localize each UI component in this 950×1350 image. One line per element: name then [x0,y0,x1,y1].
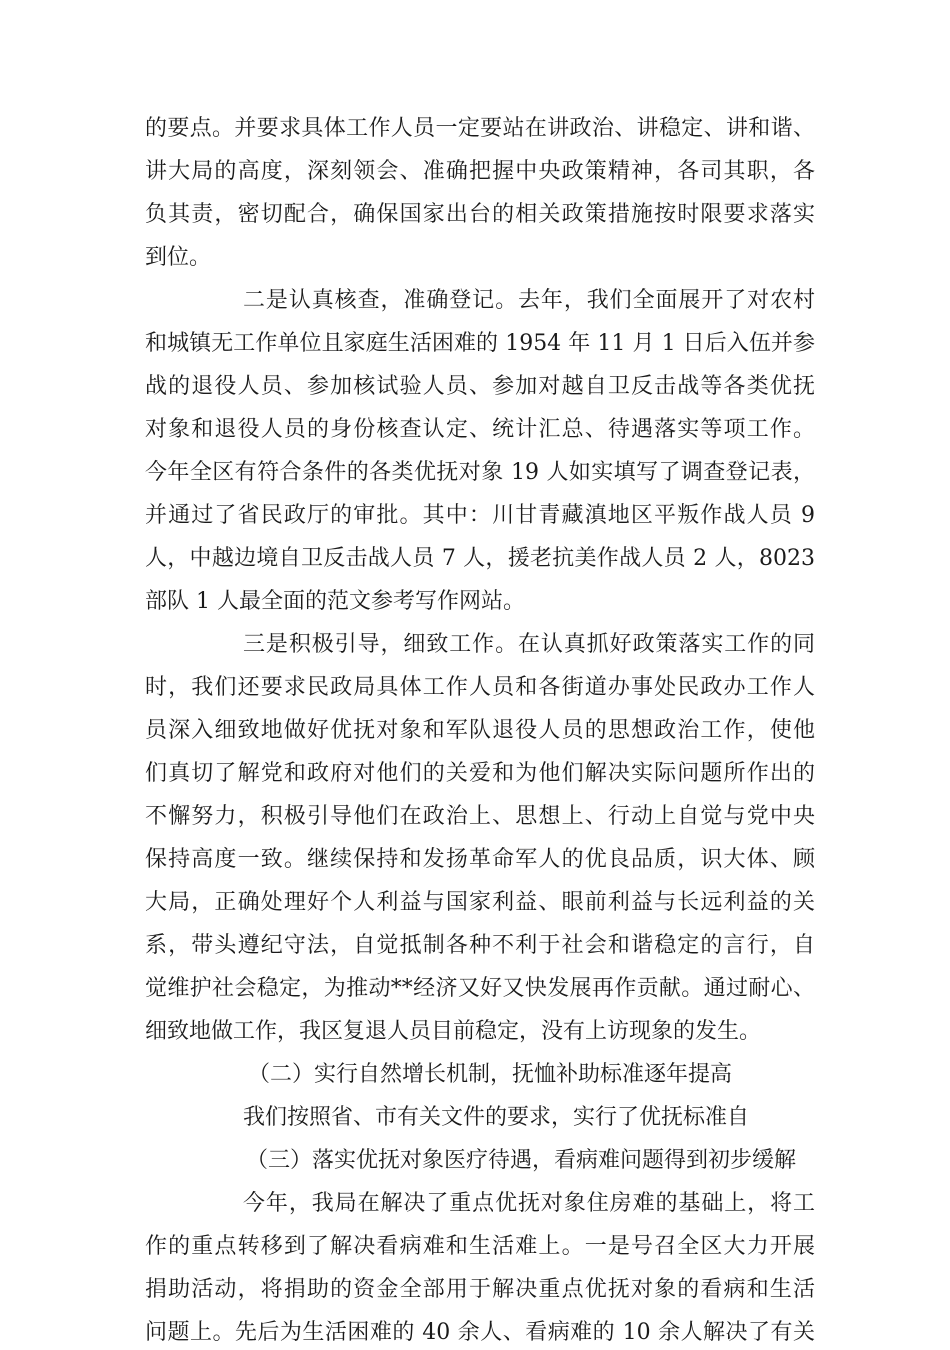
text-line: 和城镇无工作单位且家庭生活困难的 1954 年 11 月 1 日后入伍并参 [145,331,815,356]
text-line: 问题上。先后为生活困难的 40 余人、看病难的 10 余人解决了有关 [145,1320,815,1345]
text-line: 并通过了省民政厅的审批。其中：川甘青藏滇地区平叛作战人员 9 [145,503,815,528]
text-line: 战的退役人员、参加核试验人员、参加对越自卫反击战等各类优抚 [145,374,815,399]
text-line: 系，带头遵纪守法，自觉抵制各种不利于社会和谐稳定的言行，自 [145,933,815,958]
text-line: 捐助活动，将捐助的资金全部用于解决重点优抚对象的看病和生活 [145,1277,815,1302]
text-line: 对象和退役人员的身份核查认定、统计汇总、待遇落实等项工作。 [145,417,815,442]
text-line: 讲大局的高度，深刻领会、准确把握中央政策精神，各司其职，各 [145,159,815,184]
text-line: 们真切了解党和政府对他们的关爱和为他们解决实际问题所作出的 [145,761,815,786]
text-line: 部队 1 人最全面的范文参考写作网站。 [145,589,525,614]
text-line: 负其责，密切配合，确保国家出台的相关政策措施按时限要求落实 [145,202,815,227]
text-line: 的要点。并要求具体工作人员一定要站在讲政治、讲稳定、讲和谐、 [145,116,815,141]
text-line: 人，中越边境自卫反击战人员 7 人，援老抗美作战人员 2 人，8023 [145,546,815,571]
text-line: 保持高度一致。继续保持和发扬革命军人的优良品质，识大体、顾 [145,847,815,872]
text-line: 觉维护社会稳定，为推动**经济又好又快发展再作贡献。通过耐心、 [145,976,815,1001]
text-line: 到位。 [145,245,212,270]
text-line: 员深入细致地做好优抚对象和军队退役人员的思想政治工作，使他 [145,718,815,743]
text-line: 时，我们还要求民政局具体工作人员和各街道办事处民政办工作人 [145,675,815,700]
paragraph-start: 我们按照省、市有关文件的要求，实行了优抚标准自 [243,1105,750,1130]
paragraph-start: 二是认真核查，准确登记。去年，我们全面展开了对农村 [243,288,815,313]
text-line: 细致地做工作，我区复退人员目前稳定，没有上访现象的发生。 [145,1019,762,1044]
text-line: 不懈努力，积极引导他们在政治上、思想上、行动上自觉与党中央 [145,804,815,829]
section-heading: （二）实行自然增长机制，抚恤补助标准逐年提高 [248,1062,733,1087]
section-heading: （三）落实优抚对象医疗待遇，看病难问题得到初步缓解 [246,1148,797,1173]
text-line: 作的重点转移到了解决看病难和生活难上。一是号召全区大力开展 [145,1234,815,1259]
paragraph-start: 今年，我局在解决了重点优抚对象住房难的基础上，将工 [243,1191,815,1216]
text-line: 大局，正确处理好个人利益与国家利益、眼前利益与长远利益的关 [145,890,815,915]
text-line: 今年全区有符合条件的各类优抚对象 19 人如实填写了调查登记表， [145,460,815,485]
paragraph-start: 三是积极引导，细致工作。在认真抓好政策落实工作的同 [243,632,815,657]
